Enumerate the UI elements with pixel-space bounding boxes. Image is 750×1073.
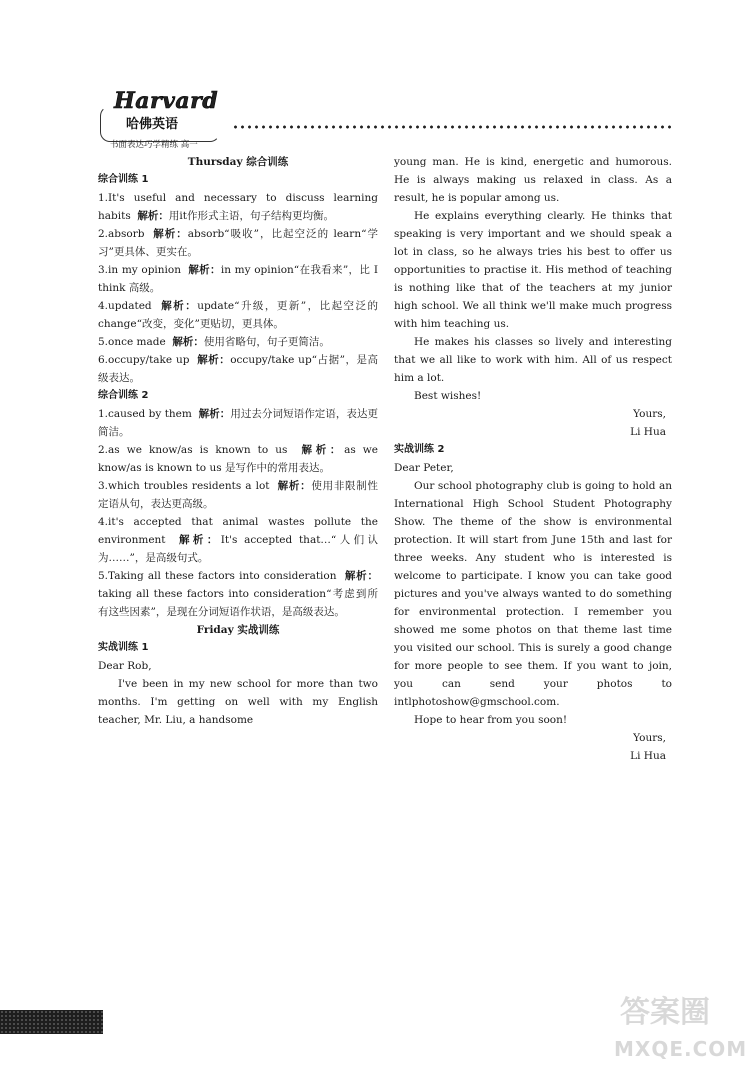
answer-item: 2.absorb 解析：absorb“吸收”，比起空泛的 learn“学习”更具体、更实在。 (98, 228, 378, 258)
answer-item: 4.updated 解析：update“升级，更新”，比起空泛的 change“改变，变化”更贴切，更具体。 (98, 300, 378, 330)
answer-item: 5.Taking all these factors into consideration 解析：taking all these factors into consideration“考虑到所有这些因素”，是现在分词短语作状语，是高级表达。 (98, 570, 378, 618)
letter-signature: Li Hua (630, 750, 666, 762)
logo-subtitle: 哈佛英语 (126, 117, 179, 132)
thursday-heading: Thursday 综合训练 (187, 156, 289, 168)
dotted-header-rule (232, 124, 672, 130)
answer-item: 1.caused by them 解析：用过去分词短语作定语，表达更简洁。 (98, 408, 379, 438)
watermark-bottom: MXQE.COM (614, 1037, 748, 1061)
logo-title: Harvard (114, 88, 219, 114)
answer-item: 1.It's useful and necessary to discuss learning habits 解析：用it作形式主语，句子结构更均衡。 (98, 192, 378, 222)
right-column (394, 153, 672, 765)
answer-item: 6.occupy/take up 解析：occupy/take up“占据”，是高级表达。 (98, 354, 378, 384)
letter-closing: Yours, (633, 408, 666, 420)
watermark-top: 答案圈 (620, 995, 710, 1030)
watermark-logo (602, 995, 748, 1066)
letter-paragraph: Hope to hear from you soon! (414, 714, 568, 726)
letter-signature: Li Hua (630, 426, 666, 438)
letter-closing: Yours, (633, 732, 666, 744)
letter-wishes: Best wishes! (414, 390, 482, 402)
section-title: 综合训练 1 (98, 174, 149, 185)
letter-paragraph: I've been in my new school for more than two months. I'm getting on well with my English teacher, Mr. Liu, a handsome (98, 678, 378, 726)
answer-item: 3.which troubles residents a lot 解析：使用非限制性定语从句，表达更高级。 (98, 480, 379, 510)
section-title: 实战训练 2 (394, 444, 445, 455)
harvard-logo (98, 88, 228, 152)
answer-item: 3.in my opinion 解析：in my opinion“在我看来”，比 I think 高级。 (98, 264, 379, 294)
letter-paragraph-continued: young man. He is kind, energetic and humorous. He is always making us relaxed in class. As a result, he is popular among us. (394, 156, 672, 204)
logo-tagline: 书面表达巧学精练 高一 (110, 140, 198, 150)
answer-item: 5.once made 解析：使用省略句，句子更简洁。 (98, 336, 330, 348)
letter-paragraph: Our school photography club is going to hold an International High School Student Photography Show. The theme of the show is environmental protection. It will start from June 15th and last for three weeks. Any student who is interested is welcome to participate. I know you can take good pictures and you've always wanted to do something for environmental protection. I remember you showed me some photos on that theme last time you visited our school. This is surely a good change for more people to see them. If you want to join, you can send your photos to intlphotoshow@gmschool.com. (394, 480, 672, 708)
letter-salutation: Dear Peter, (394, 462, 454, 474)
answer-item: 4.it's accepted that animal wastes pollute the environment 解析：It's accepted that…“人们认为……”，是高级句式。 (98, 516, 379, 564)
page-corner-bar (0, 1010, 103, 1034)
left-column (98, 153, 378, 729)
section-title: 实战训练 1 (98, 642, 149, 653)
friday-heading: Friday 实战训练 (196, 624, 280, 636)
letter-paragraph: He makes his classes so lively and interesting that we all like to work with him. All of us respect him a lot. (394, 336, 672, 384)
answer-item: 2.as we know/as is known to us 解析：as we know/as is known to us 是写作中的常用表达。 (98, 444, 379, 474)
letter-paragraph: He explains everything clearly. He thinks that speaking is very important and we should speak a lot in class, so he always tries his best to offer us opportunities to practise it. His method of teaching is nothing like that of the teachers at my junior high school. We all think we'll make much progress with him teaching us. (394, 210, 672, 330)
section-title: 综合训练 2 (98, 390, 149, 401)
letter-salutation: Dear Rob, (98, 660, 152, 672)
